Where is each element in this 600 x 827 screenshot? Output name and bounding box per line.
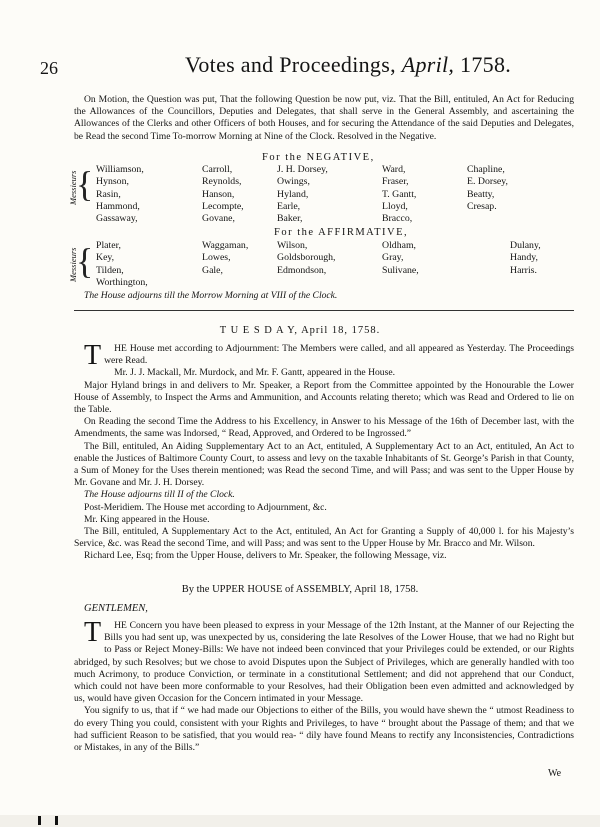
scan-edge [0, 815, 600, 827]
affirmative-column-3: Wilson, Goldsborough, Edmondson, [277, 240, 336, 276]
brace-affirmative: { [76, 241, 94, 281]
tuesday-para-6: The House adjourns till II of the Clock. [84, 489, 235, 501]
tuesday-para-9: The Bill, entituled, A Supplementary Act to the Act, entituled, An Act for Granting a Supply of 40,000 l. for his Majesty’s Service, &c. was Read the second Time, and will Pass; and was sent to the Upper House by Mr. Bracco and Mr. Wilson. [74, 526, 574, 550]
adjourn-line: The House adjourns till the Morrow Morning at VIII of the Clock. [84, 290, 338, 301]
title-text: Votes and Proceedings, [185, 52, 396, 77]
tuesday-para-4: On Reading the second Time the Address to his Excellency, in Answer to his Message of the 16th of December last, with the Amendments, the same was Indorsed, “ Read, Approved, and Ordered to be Ingrossed.” [74, 416, 574, 440]
negative-column-1: Williamson, Hynson, Rasin, Hammond, Gassaway, [96, 164, 144, 225]
upper-house-heading: By the UPPER HOUSE of ASSEMBLY, April 18, 1758. [181, 584, 419, 595]
catchword: We [548, 768, 562, 779]
page-title [185, 52, 511, 78]
messrs-label-negative: Messieurs [68, 170, 78, 205]
negative-column-5: Chapline, E. Dorsey, Beatty, Cresap. [467, 164, 508, 212]
affirmative-column-4: Oldham, Gray, Sulivane, [382, 240, 419, 276]
tuesday-para-1: HE House met according to Adjournment: The Members were called, and all appeared as Yesterday. The Proceedings were Read. [104, 343, 574, 367]
affirmative-column-2: Waggaman, Lowes, Gale, [202, 240, 249, 276]
negative-column-2: Carroll, Reynolds, Hanson, Lecompte, Govane, [202, 164, 244, 225]
motion-paragraph: On Motion, the Question was put, That the following Question be now put, viz. That the Bill, entituled, An Act for Reducing the Allowances of the Councillors, Deputies and Delegates, that shall serve in the General Assembly, and ascertaining the Allowances of the Clerks and other Officers of both Houses, and for securing the Attendance of the said Deputies and Delegates, be Read the second Time To-morrow Morning at Nine of the Clock. Resolved in the Negative. [74, 94, 574, 142]
title-month: April, [401, 52, 455, 77]
tuesday-para-7: Post-Meridiem. The House met according to Adjournment, &c. [84, 501, 327, 513]
message-opening [74, 617, 574, 705]
page-number: 26 [40, 58, 58, 78]
affirmative-heading: For the AFFIRMATIVE, [274, 227, 409, 238]
title-year: 1758. [460, 52, 512, 77]
tuesday-para-3: Major Hyland brings in and delivers to Mr. Speaker, a Report from the Committee appointed by the Honourable the Lower House of Assembly, to Inspect the Arms and Ammunition, and Accounts relating thereto; which was Read and Ordered to lie on the Table. [74, 379, 574, 416]
drop-cap-t-2: T [84, 617, 102, 648]
message-para-2: You signify to us, that if “ we had made our Objections to either of the Bills, you would have shewn the “ utmost Readiness to do every Thing you could, consistent with your Rights and Privileges, to have “ brought about the Passage of them; and that we had sufficient Reason to be satisfied, that you would rea- “ dily have found Means to rectify any Inconsistencies, Contradictions or Mistakes, in any of the Bills.” [74, 705, 574, 754]
messrs-label-affirmative: Messieurs [68, 247, 78, 282]
tuesday-heading: T U E S D A Y, April 18, 1758. [219, 325, 381, 336]
negative-column-4: Ward, Fraser, T. Gantt, Lloyd, Bracco, [382, 164, 417, 225]
affirmative-column-1: Plater, Key, Tilden, Worthington, [96, 240, 148, 288]
tuesday-para-5: The Bill, entituled, An Aiding Supplementary Act to an Act, entituled, A Supplementary Act to an Act, entituled, An Act to enable the Justices of Baltimore County Court, to assess and levy on the taxable Inhabitants of St. George’s Parish in that County, a Sum of Money for the Uses therein mentioned; was Read the second Time, and will Pass; and was sent to the Upper House by Mr. Govane and Mr. J. H. Dorsey. [74, 440, 574, 489]
affirmative-column-5: Dulany, Handy, Harris. [510, 240, 541, 276]
message-para-1: HE Concern you have been pleased to express in your Message of the 12th Instant, at the Manner of our Rejecting the Bills you had sent up, was unexpected by us, considering the late Resolves of the Lower House, that we had no Right but to Pass or Reject Money-Bills: We have not indeed been convinced that your Privileges could be extended, or our Rights abridged, by such Resolves; but we chose to avoid Disputes upon the Subject of Privileges, which are generally handled with too much Acrimony, to produce Conviction, or terminate in a constitutional Settlement; and did not apprehend that our Conduct, which could not have been more conformable to your Resolves, had their Obligation been even admitted and acknowledged by us, would have given Occasion for the Concern intimated in your Message. [74, 620, 574, 705]
tuesday-para-2: Mr. J. J. Mackall, Mr. Murdock, and Mr. F. Gantt, appeared in the House. [114, 367, 395, 379]
scan-mark [38, 816, 58, 825]
tuesday-proceedings [74, 340, 574, 563]
brace-negative: { [76, 164, 94, 204]
drop-cap-t: T [84, 340, 102, 371]
section-rule [74, 310, 574, 311]
negative-column-3: J. H. Dorsey, Owings, Hyland, Earle, Baker, [277, 164, 328, 225]
proceedings-opening [74, 340, 574, 371]
upper-house-message [74, 617, 574, 754]
negative-heading: For the NEGATIVE, [262, 152, 375, 163]
tuesday-para-8: Mr. King appeared in the House. [84, 513, 210, 525]
tuesday-para-10: Richard Lee, Esq; from the Upper House, delivers to Mr. Speaker, the following Message, viz. [84, 550, 447, 562]
gentlemen-salutation: GENTLEMEN, [84, 603, 148, 614]
